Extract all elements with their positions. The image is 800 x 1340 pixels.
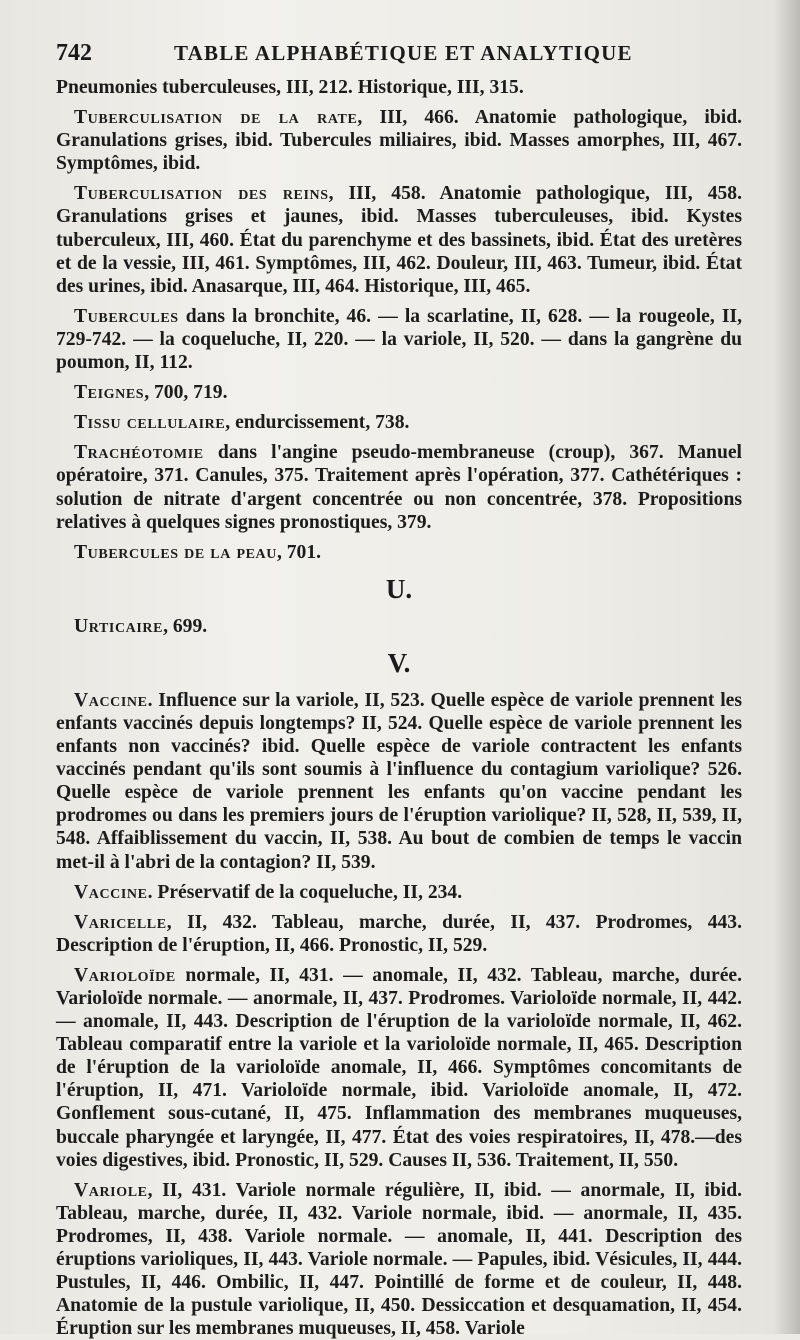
index-entry: Varicelle, II, 432. Tableau, marche, durée, II, 437. Prodromes, 443. Description de l'éruption, II, 466. Pronostic, II, 529. xyxy=(56,911,742,956)
index-entry: Tissu cellulaire, endurcissement, 738. xyxy=(74,412,410,434)
running-title: TABLE ALPHABÉTIQUE ET ANALYTIQUE xyxy=(174,41,633,65)
page-number: 742 xyxy=(56,40,92,66)
page-header xyxy=(56,40,742,74)
index-entry: Tuberculisation des reins, III, 458. Anatomie pathologique, III, 458. Granulations grises et jaunes, ibid. Masses tuberculeuses, ibid. Kystes tuberculeux, III, 460. État du parenchyme et des bassinets, ibid. État des uretères et de la vessie, III, 461. Symptômes, III, 462. Douleur, III, 463. Tumeur, ibid. État des urines, ibid. Anasarque, III, 464. Historique, III, 465. xyxy=(56,183,742,297)
page-edge-shadow xyxy=(774,0,800,1334)
index-entry: Urticaire, 699. xyxy=(74,615,208,637)
index-entry: Tubercules de la peau, 701. xyxy=(74,541,322,563)
index-entry: Vaccine. Influence sur la variole, II, 523. Quelle espèce de variole prennent les enfants vaccinés depuis longtemps? II, 524. Quelle espèce de variole prennent les enfants non vaccinés? ibid. Quelle espèce de variole contractent les enfants vaccinés pendant qu'ils sont soumis à l'influence du contagium variolique? 526. Quelle espèce de variole prennent les enfants qu'on vaccine pendant les prodromes ou dans les premiers jours de l'éruption variolique? II, 528, II, 539, II, 548. Affaiblissement du vaccin, II, 538. Au bout de combien de temps le vaccin met-il à l'abri de la contagion? II, 539. xyxy=(56,689,742,873)
section-letter-v: V. xyxy=(387,647,411,678)
index-entry: Tuberculisation de la rate, III, 466. Anatomie pathologique, ibid. Granulations grises, ibid. Tubercules miliaires, ibid. Masses amorphes, III, 467. Symptômes, ibid. xyxy=(56,107,742,175)
index-entry: Variole, II, 431. Variole normale régulière, II, ibid. — anormale, II, ibid. Tableau, marche, durée, II, 432. Variole normale, ibid. — anormale, II, 435. Prodromes, II, 438. Variole normale. — anomale, II, 441. Description des éruptions varioliques, II, 443. Variole normale. — Papules, ibid. Vésicules, II, 444. Pustules, II, 446. Ombilic, II, 447. Pointillé de forme et de couleur, II, 448. Anatomie de la pustule variolique, II, 450. Dessiccation et desquamation, II, 454. Éruption sur les membranes muqueuses, II, 458. Variole xyxy=(56,1179,742,1340)
section-letter-u: U. xyxy=(385,573,413,604)
index-entry: Pneumonies tuberculeuses, III, 212. Historique, III, 315. xyxy=(56,77,524,98)
index-entry: Varioloïde normale, II, 431. — anomale, II, 432. Tableau, marche, durée. Varioloïde normale. — anormale, II, 437. Prodromes. Varioloïde normale, II, 442. — anomale, II, 443. Description de l'éruption de la varioloïde normale, II, 462. Tableau comparatif entre la variole et la varioloïde normale, II, 465. Description de l'éruption de la varioloïde anomale, II, 466. Symptômes concomitants de l'éruption, II, 471. Varioloïde normale, ibid. Varioloïde anomale, II, 472. Gonflement sous-cutané, II, 475. Inflammation des membranes muqueuses, buccale pharyngée et laryngée, II, 477. État des voies respiratoires, II, 478.—des voies digestives, ibid. Pronostic, II, 529. Causes II, 536. Traitement, II, 550. xyxy=(56,964,742,1171)
index-entry: Vaccine. Préservatif de la coqueluche, II, 234. xyxy=(74,881,463,903)
index-entry: Teignes, 700, 719. xyxy=(74,382,228,404)
index-entry: Tubercules dans la bronchite, 46. — la scarlatine, II, 628. — la rougeole, II, 729-742. — la coqueluche, II, 220. — la variole, II, 520. — dans la gangrène du poumon, II, 112. xyxy=(56,305,742,374)
index-entry: Trachéotomie dans l'angine pseudo-membraneuse (croup), 367. Manuel opératoire, 371. Canules, 375. Traitement après l'opération, 377. Cathétériques : solution de nitrate d'argent concentrée ou non concentrée, 378. Propositions relatives à quelques signes pronostiques, 379. xyxy=(56,442,742,533)
